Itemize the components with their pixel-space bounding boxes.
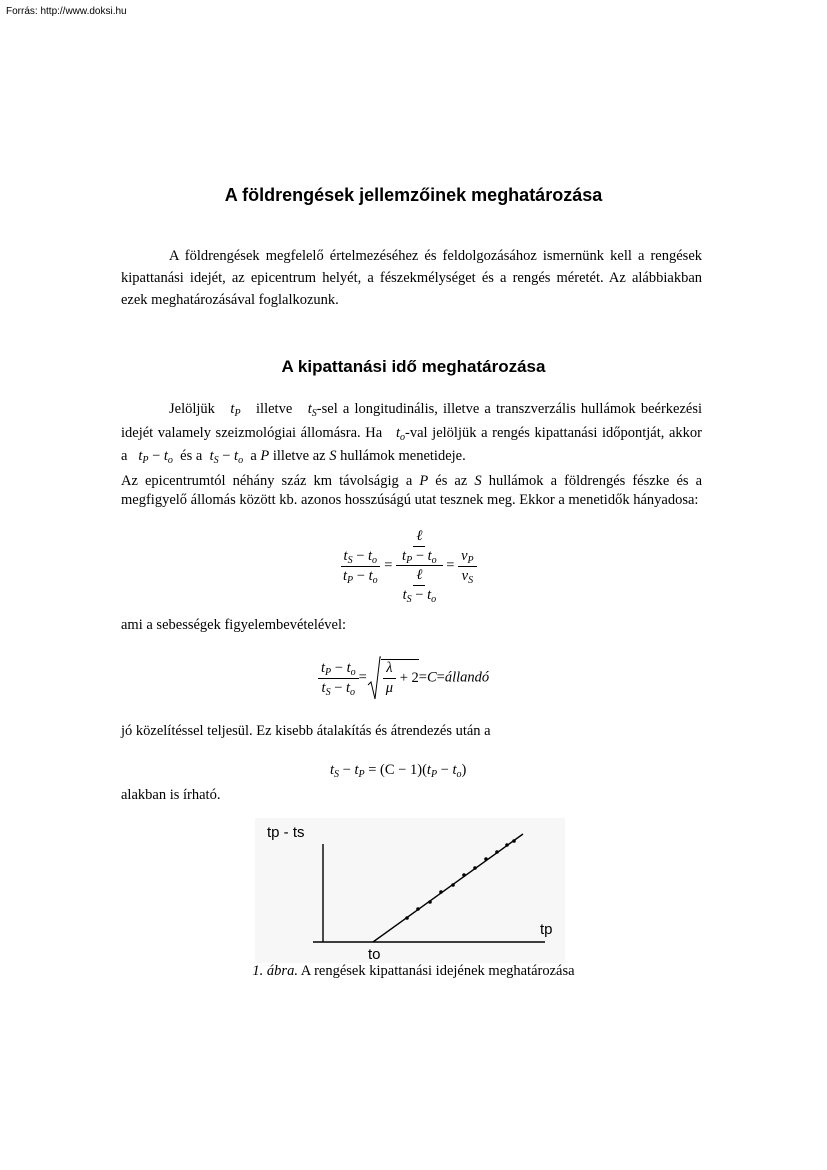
equation-constant: $\frac{t_P - t_o}{t_S - t_o}$ = $\frac{\lambda}{\mu}$ + 2=C=állandó [318, 655, 489, 701]
section-title: A kipattanási idő meghatározása [281, 357, 546, 376]
square-root: $\frac{\lambda}{\mu}$ + 2 [367, 655, 419, 701]
form-paragraph: alakban is írható. [121, 787, 221, 803]
math-to: $t_o$ [396, 424, 406, 443]
velocity-paragraph: ami a sebességek figyelembevételével: [121, 617, 347, 633]
main-title: A földrengések jellemzőinek meghatározása [224, 185, 603, 205]
math-tp-minus-to: $t_P - t_o$ [138, 448, 173, 466]
data-point [405, 916, 409, 920]
figure-1 [255, 818, 565, 963]
data-point [512, 839, 516, 843]
travel-time-paragraph: Az epicentrumtól néhány száz km távolságig a P és az S hullámok a földrengés fészke és a megfigyelő állomás között kb. azonos hosszúságú utat tesznek meg. Ekkor a menetidők hányadosa: [121, 473, 703, 508]
fraction-velocities: $\frac{v_P}{v_S}$ [458, 548, 477, 585]
fraction-compound: $\frac{\frac{\text{ℓ}}{t_P - t_o}}{\frac{\text{ℓ}}{t_S - t_o}}$ [396, 528, 443, 604]
y-axis-label: tp - ts [267, 824, 305, 841]
radical-sign-icon [367, 655, 381, 701]
definition-paragraph: Jelöljük $t_P$ illetve $t_S$-sel a longitudinális, illetve a transzverzális hullámok beérkezési idejét valamely szeizmológiai állomásra. Ha $t_o$-val jelöljük a rengés kipattanási időpontját, akkor a $t_P - t_o$ és a $t_S - t_o$ a P illetve az S hullámok menetideje. [121, 401, 703, 466]
source-note: Forrás: http://www.doksi.hu [6, 6, 127, 17]
equation-linear: $t_S - t_P = (C - 1)(t_P - t_o)$ [330, 762, 467, 780]
data-point [484, 857, 488, 861]
intro-paragraph: A földrengések megfelelő értelmezéséhez és feldolgozásához ismernünk kell a rengések kipattanási idejét, az epicentrum helyét, a fészekmélységet és a rengés méretét. Az alábbiakban ezek meghatározásával foglalkozunk. [121, 248, 702, 308]
origin-label: to [368, 946, 381, 963]
approximation-paragraph: jó közelítéssel teljesül. Ez kisebb átalakítás és átrendezés után a [121, 723, 491, 739]
data-point [428, 900, 432, 904]
x-axis-label: tp [540, 921, 553, 938]
data-point [462, 873, 466, 877]
figure-caption: 1. ábra. A rengések kipattanási idejének meghatározása [252, 963, 575, 979]
data-point [495, 850, 499, 854]
data-point [416, 907, 420, 911]
math-tp: $t_P$ [230, 401, 241, 419]
data-point [451, 883, 455, 887]
equation-travel-time-ratio: $\frac{t_S - t_o}{t_P - t_o}$ = $\frac{\frac{\text{ℓ}}{t_P - t_o}}{\frac{\text{ℓ}}{t_S - t_o}}$ = $\frac{v_P}{v_S}$ [340, 528, 477, 604]
fraction-ts-tp: $\frac{t_S - t_o}{t_P - t_o}$ [340, 548, 381, 585]
data-point [473, 866, 477, 870]
math-ts-minus-to: $t_S - t_o$ [209, 448, 244, 466]
math-ts: $t_S$ [307, 401, 317, 419]
data-point [439, 890, 443, 894]
data-point [505, 843, 509, 847]
